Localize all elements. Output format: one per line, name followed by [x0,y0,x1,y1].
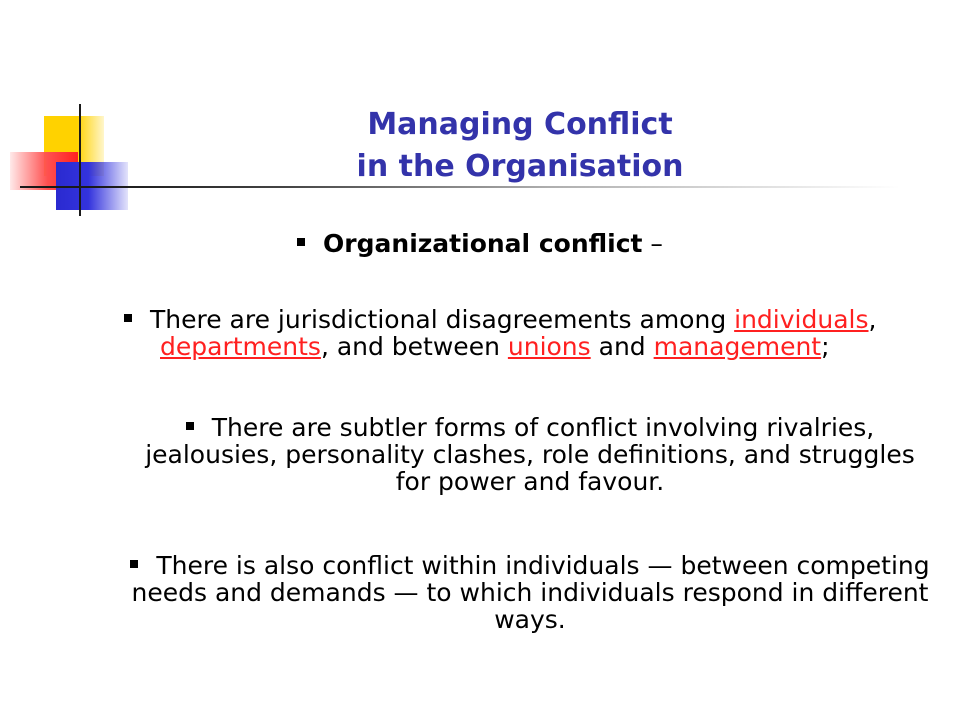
link-management[interactable]: management [653,332,822,361]
link-individuals[interactable]: individuals [734,305,869,334]
bullet-item-subtler-forms [130,414,930,495]
slide-title [200,104,840,188]
square-bullet-icon [130,560,138,568]
bullet-text: and [590,332,654,361]
bullet-item-jurisdictional [124,306,956,360]
bullet-item-within-individuals [130,552,930,633]
bullet-heading-dash: – [642,229,663,258]
bullet-text: There is also conflict within individuals — between competing needs and demands — to which individuals respond in different ways. [131,551,930,634]
title-line-1: Managing Conflict [367,107,673,142]
square-bullet-icon [124,314,132,322]
bullet-continuation [124,333,956,360]
yellow-square-icon [44,116,104,176]
bullet-text: ; [821,332,830,361]
link-departments[interactable]: departments [160,332,321,361]
bullet-text: There are subtler forms of conflict involving rivalries, jealousies, personality clashes, role definitions, and struggles for power and favour. [145,413,915,496]
title-line-2: in the Organisation [356,149,684,184]
link-unions[interactable]: unions [507,332,591,361]
bullet-heading: Organizational conflict [323,229,643,258]
bullet-text: , [868,305,877,334]
bullet-text: There are jurisdictional disagreements among [150,305,735,334]
vertical-rule [79,104,81,216]
red-square-icon [10,152,78,190]
blue-square-icon [56,162,128,210]
square-bullet-icon [186,422,194,430]
bullet-text: , and between [320,332,508,361]
bullet-item-organizational-conflict [200,230,760,257]
square-bullet-icon [297,238,305,246]
